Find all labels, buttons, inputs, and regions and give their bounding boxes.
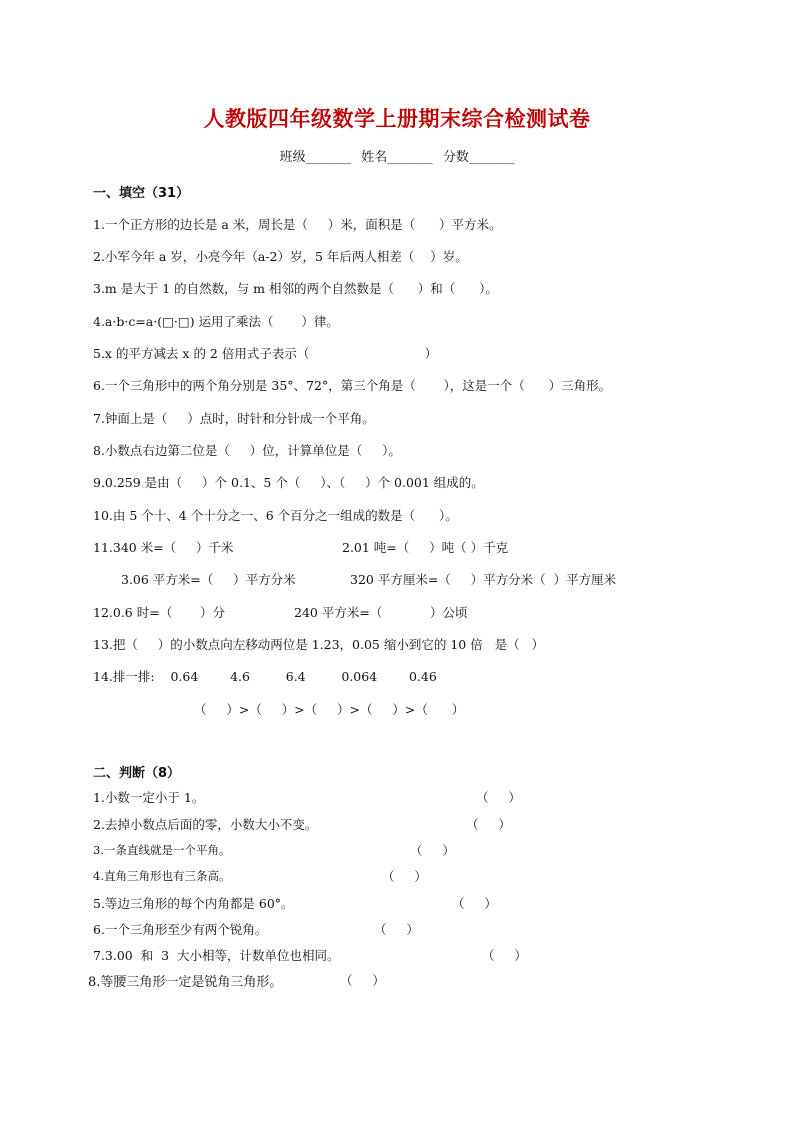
question-14-answer-row: （ ）>（ ）>（ ）>（ ）>（ ） xyxy=(194,702,465,717)
question-10: 10.由 5 个十、4 个十分之一、6 个百分之一组成的数是（ ）。 xyxy=(93,508,458,523)
judge-item-5: 5.等边三角形的每个内角都是 60°。 xyxy=(93,896,294,911)
page-title: 人教版四年级数学上册期末综合检测试卷 xyxy=(203,107,591,131)
judge-item-7-paren: （ ） xyxy=(482,948,527,963)
question-14: 14.排一排: 0.64 4.6 6.4 0.064 0.46 xyxy=(93,669,437,684)
judge-item-1: 1.小数一定小于 1。 xyxy=(93,790,205,805)
question-9: 9.0.259 是由（ ）个 0.1、5 个（ ）、（ ）个 0.001 组成的。 xyxy=(93,475,484,490)
score-field: 分数_______ xyxy=(442,150,515,165)
name-field: 姓名_______ xyxy=(361,150,433,165)
question-12-part-b: 240 平方米=（ ）公顷 xyxy=(294,605,468,620)
question-6: 6.一个三角形中的两个角分别是 35°、72°，第三个角是（ ），这是一个（ ）三角形。 xyxy=(93,378,612,393)
question-13: 13.把（ ）的小数点向左移动两位是 1.23，0.05 缩小到它的 10 倍 是（ ） xyxy=(93,637,545,652)
question-11-part-d: 320 平方厘米=（ ）平方分米（ ）平方厘米 xyxy=(350,572,617,587)
judge-item-7: 7.3.00 和 3 大小相等，计数单位也相同。 xyxy=(93,948,340,963)
question-11-part-b: 2.01 吨=（ ）吨（ ）千克 xyxy=(342,540,509,555)
judge-item-6-paren: （ ） xyxy=(374,922,419,937)
judge-item-8: 8.等腰三角形一定是锐角三角形。 xyxy=(88,975,283,990)
judge-item-4: 4.直角三角形也有三条高。 xyxy=(93,869,231,883)
judge-item-2: 2.去掉小数点后面的零，小数大小不变。 xyxy=(93,817,318,832)
question-12-part-a: 12.0.6 时=（ ）分 xyxy=(93,605,226,620)
judge-item-3-paren: （ ） xyxy=(410,843,455,858)
judge-item-3: 3.一条直线就是一个平角。 xyxy=(93,843,231,857)
question-2: 2.小军今年 a 岁，小亮今年（a-2）岁，5 年后两人相差（ ）岁。 xyxy=(93,249,468,264)
judge-item-6: 6.一个三角形至少有两个锐角。 xyxy=(93,922,268,937)
question-5: 5.x 的平方减去 x 的 2 倍用式子表示（ ） xyxy=(93,346,438,361)
judge-item-8-paren: （ ） xyxy=(340,973,385,988)
judge-item-1-paren: （ ） xyxy=(476,790,521,805)
judge-item-4-paren: （ ） xyxy=(382,869,427,884)
question-4: 4.a·b·c=a·(□·□) 运用了乘法（ ）律。 xyxy=(93,314,339,329)
class-field: 班级_______ xyxy=(279,150,352,165)
question-11-part-a: 11.340 米=（ ）千米 xyxy=(93,540,234,555)
section1-heading: 一、填空（31） xyxy=(93,186,190,201)
question-7: 7.钟面上是（ ）点时，时针和分针成一个平角。 xyxy=(93,411,375,426)
question-3: 3.m 是大于 1 的自然数，与 m 相邻的两个自然数是（ ）和（ ）。 xyxy=(93,281,498,296)
question-8: 8.小数点右边第二位是（ ）位，计算单位是（ ）。 xyxy=(93,443,401,458)
section2-heading: 二、判断（8） xyxy=(93,766,181,781)
judge-item-5-paren: （ ） xyxy=(452,896,497,911)
judge-item-2-paren: （ ） xyxy=(466,817,511,832)
student-info-line xyxy=(0,146,794,165)
question-1: 1.一个正方形的边长是 a 米，周长是（ ）米，面积是（ ）平方米。 xyxy=(93,217,502,232)
question-11-part-c: 3.06 平方米=（ ）平方分米 xyxy=(121,572,296,587)
